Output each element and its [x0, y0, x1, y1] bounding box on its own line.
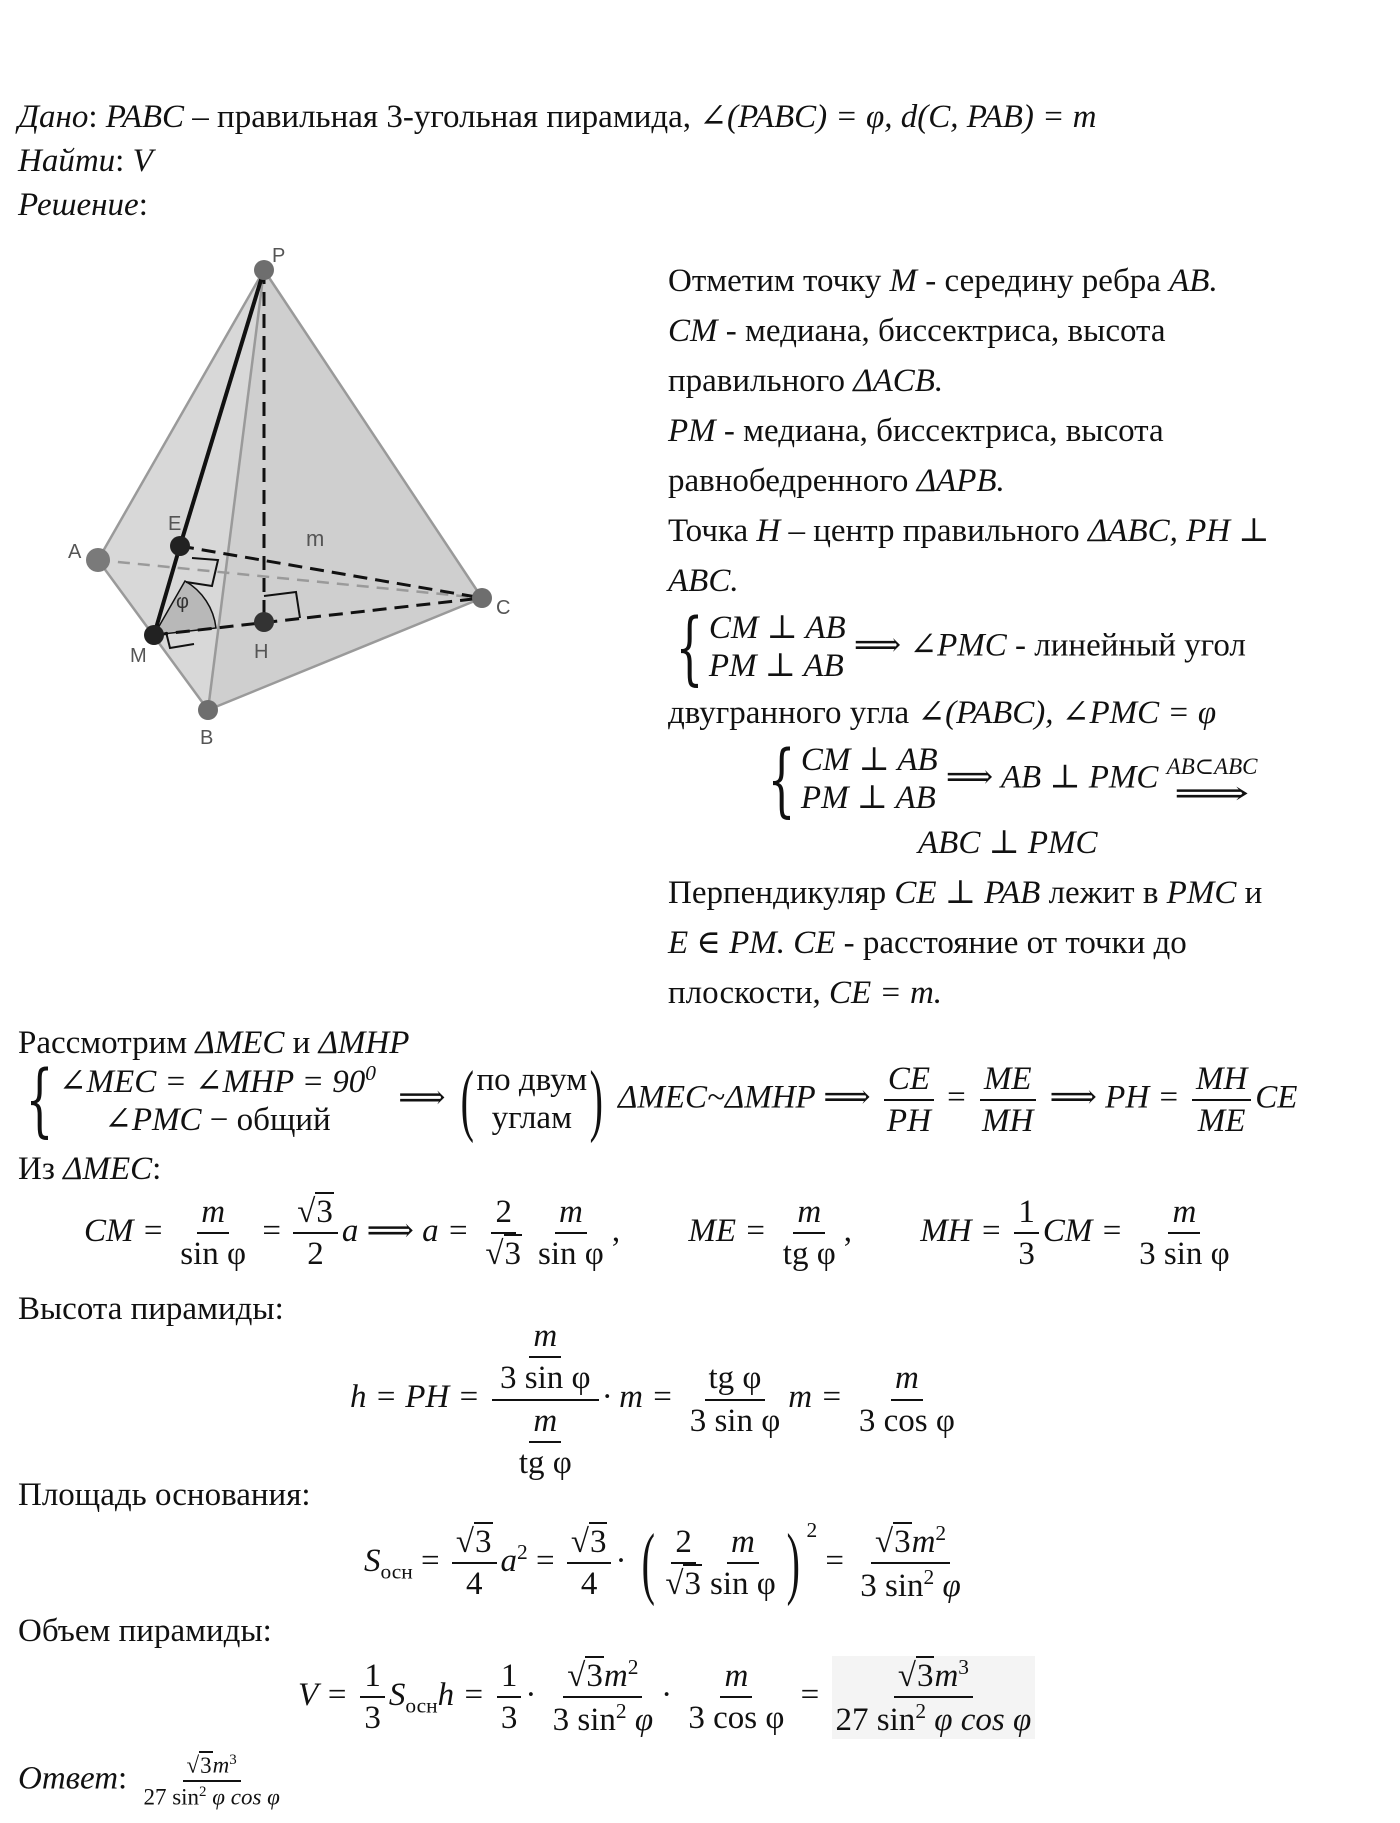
frac-sqrt3-2: $\frac{√3}{2}$ — [293, 1194, 338, 1273]
rt-6b: H — [756, 513, 781, 549]
rt-system-2 — [756, 733, 1258, 826]
rt-6d: ΔABC, PH ⊥ — [1087, 513, 1270, 549]
vol-res-d-sup: 2 — [915, 1699, 927, 1724]
given-label: Дано — [18, 99, 89, 135]
point-p — [254, 260, 274, 280]
find-line: Найти: V — [18, 143, 153, 179]
frac-ce-ph — [883, 1061, 935, 1140]
frac-me-mh — [978, 1061, 1037, 1140]
arrow-long: ⟹ — [1174, 775, 1250, 812]
rt-line-5 — [668, 462, 1005, 502]
answer-label: Ответ — [18, 1760, 119, 1797]
vol-f4n: m — [720, 1658, 752, 1698]
label-m: M — [130, 645, 147, 667]
frac-me-d: ME — [1197, 1103, 1246, 1139]
vol-res-d: 27 sin — [835, 1702, 916, 1739]
rt-line-7 — [668, 562, 739, 602]
point-c — [472, 588, 492, 608]
label-c: C — [496, 597, 511, 619]
from-a: Из — [18, 1151, 64, 1187]
pyramid-name: PABC — [105, 99, 185, 135]
area-res-d-sup: 2 — [923, 1565, 935, 1590]
consider-line — [18, 1024, 409, 1064]
frac-1-3 — [1014, 1194, 1039, 1273]
answer-frac: $\frac{√3m^3}{27 \sin^2 \varphi \cos \varphi}$ — [143, 1752, 280, 1810]
sqrt3-a: 3 — [316, 1194, 333, 1230]
frac-ph: PH — [886, 1103, 931, 1139]
point-b — [198, 700, 218, 720]
point-m — [144, 625, 164, 645]
me-lhs: ME = — [688, 1212, 767, 1249]
rt-line-13 — [668, 924, 1187, 964]
h-f3d: 3 cos φ — [858, 1402, 955, 1439]
angle-phi-label: φ — [176, 591, 189, 613]
area-label: Площадь основания: — [18, 1477, 311, 1513]
rt-2a: CM — [668, 313, 718, 349]
area-paren-open: ( — [641, 1519, 655, 1608]
rt-12c: лежит в — [1040, 875, 1167, 911]
label-b: B — [200, 727, 214, 749]
rt-9b: ∠(PABC), ∠PMC = φ — [917, 695, 1217, 731]
in-dd: tg φ — [518, 1444, 572, 1481]
sim-eq: = — [947, 1079, 966, 1116]
rt-7: ABC. — [668, 563, 739, 599]
rt-13b: - расстояние от точки до — [835, 925, 1187, 961]
consider-d: ΔMHP — [318, 1025, 410, 1061]
frac-me: ME — [980, 1061, 1036, 1101]
vol-sub: осн — [405, 1693, 438, 1718]
sim-s1: ∠MEC = ∠MHP = 90 — [58, 1063, 366, 1100]
h-f3n: m — [891, 1360, 923, 1400]
vol-m-a: m — [603, 1658, 628, 1694]
area-res-d2: φ — [934, 1568, 961, 1605]
frac-mh-me — [1192, 1061, 1251, 1140]
area-res-sup: 2 — [935, 1521, 947, 1546]
frac-m-3cos — [855, 1360, 959, 1439]
vol-f3d2: φ — [626, 1702, 654, 1739]
frac-tg-3sin — [686, 1360, 785, 1439]
f1-den: sin φ — [180, 1236, 247, 1273]
label-h: H — [254, 641, 269, 663]
pyramid-figure — [50, 245, 610, 780]
area-dot: · — [615, 1543, 627, 1579]
f4-den: sin φ — [538, 1236, 604, 1273]
point-h — [254, 612, 274, 632]
rt-5a: равнобедренного — [668, 463, 917, 499]
vol-res-d2: φ cos φ — [926, 1702, 1032, 1739]
frac-vol-h — [684, 1658, 788, 1737]
area-s3a: 3 — [475, 1524, 492, 1561]
frac-mh-n: MH — [1192, 1061, 1251, 1101]
rt-line-2 — [668, 312, 1166, 352]
in-nn: m — [529, 1318, 561, 1358]
sys1-a: CM ⊥ AB — [708, 610, 846, 647]
rt-12b: CE ⊥ PAB — [894, 875, 1041, 911]
rt-line-4 — [668, 412, 1164, 452]
area-f3n: m — [727, 1524, 759, 1564]
f7-num: m — [1168, 1194, 1200, 1234]
frac-m-sin-b — [706, 1524, 780, 1603]
rt-3b: ΔACB. — [853, 363, 944, 399]
rt-12a: Перпендикуляр — [668, 875, 895, 911]
frac-mh: MH — [982, 1103, 1034, 1139]
frac-2-sqrt3: $\frac{2}{√3}$ — [485, 1194, 522, 1273]
rt-line-9 — [668, 694, 1216, 734]
rt-1b: - середину ребра — [917, 263, 1170, 299]
given-text: – правильная 3-угольная пирамида, — [184, 99, 700, 135]
me-comma: , — [843, 1212, 852, 1249]
formula-area — [364, 1518, 969, 1608]
in-dn: m — [529, 1403, 561, 1443]
f6-den: 3 — [1018, 1236, 1035, 1273]
area-s3d: 3 — [894, 1524, 911, 1561]
f2-den: 2 — [307, 1236, 324, 1273]
sys2-a: CM ⊥ AB — [800, 742, 938, 779]
rt-14b: CE = m. — [829, 975, 943, 1011]
rt-1m: M — [889, 263, 918, 299]
frac-m-3sin — [1135, 1194, 1234, 1273]
rt-line-1 — [668, 262, 1218, 302]
formula-cm — [84, 1194, 1238, 1273]
in-nd: 3 sin φ — [500, 1360, 591, 1397]
rt-line-12 — [668, 874, 1262, 914]
point-a — [86, 548, 110, 572]
vol-v: V = — [298, 1676, 349, 1713]
consider-a: Рассмотрим — [18, 1025, 196, 1061]
ans-m-sup: 3 — [229, 1752, 237, 1768]
rt-12e: и — [1236, 875, 1263, 911]
area-a-sup: 2 — [517, 1540, 528, 1564]
sys1-b: PM ⊥ AB — [708, 648, 844, 684]
vol-f3d: 3 sin — [552, 1702, 616, 1739]
vol-s: S — [388, 1676, 406, 1713]
from-c: : — [152, 1151, 162, 1187]
rt-6a: Точка — [668, 513, 757, 549]
label-e: E — [168, 513, 182, 535]
area-f1d-b: 4 — [580, 1566, 598, 1603]
area-a: a — [500, 1543, 517, 1579]
vol-h: h = — [437, 1676, 485, 1713]
rt-1c: AB. — [1169, 263, 1218, 299]
rt-12d: PMC — [1166, 875, 1237, 911]
f7-den: 3 sin φ — [1139, 1236, 1230, 1273]
label-p: P — [272, 245, 286, 267]
label-m-distance: m — [306, 526, 325, 551]
cm-eq1: = — [262, 1212, 281, 1249]
h-f2d: 3 sin φ — [689, 1402, 781, 1439]
sim-statement: ΔMEC~ΔMHP ⟹ — [617, 1079, 871, 1116]
area-eq: = — [421, 1543, 440, 1579]
vol-f1n: 1 — [360, 1658, 385, 1698]
sim-implies-1: ⟹ — [398, 1079, 446, 1116]
paren-text-2: углам — [491, 1100, 572, 1136]
from-line — [18, 1150, 161, 1190]
f5-den: tg φ — [782, 1236, 836, 1273]
area-f2n: 2 — [671, 1524, 696, 1564]
cm-a1: a ⟹ a = — [341, 1212, 470, 1249]
sim-s1-sup: 0 — [365, 1060, 377, 1085]
frac-sqrt3-4b: $\frac{√3}{4}$ — [567, 1524, 612, 1603]
mh-lhs: MH = — [920, 1212, 1003, 1249]
area-pow: 2 — [806, 1518, 818, 1542]
frac-m-sin — [176, 1194, 250, 1273]
sys2-b: PM ⊥ AB — [800, 780, 936, 816]
paren-open: ( — [460, 1056, 474, 1144]
f4-num: m — [555, 1194, 587, 1234]
sim-s2a: ∠PMC — [104, 1101, 202, 1138]
sys1-d: - линейный угол — [1006, 627, 1246, 664]
area-sub: осн — [380, 1559, 413, 1584]
f3-num: 2 — [491, 1194, 516, 1234]
cm-comma: , — [611, 1212, 621, 1249]
sim-implies-2: ⟹ PH = — [1049, 1079, 1180, 1116]
f1-num: m — [197, 1194, 229, 1234]
rt-4b: - медиана, биссектриса, высота — [715, 413, 1164, 449]
ans-d: 27 sin — [143, 1784, 200, 1810]
rt-5b: ΔAPB. — [916, 463, 1005, 499]
frac-1-3-v2 — [497, 1658, 522, 1737]
sim-tail: CE — [1255, 1079, 1298, 1116]
area-eq3: = — [825, 1543, 845, 1579]
similarity-line — [14, 1053, 1298, 1146]
solution-line: Решение: — [18, 187, 148, 223]
frac-2-sqrt3-b: $\frac{2}{√3}$ — [665, 1524, 701, 1603]
vol-s3b: 3 — [916, 1658, 934, 1694]
area-paren-close: ) — [786, 1519, 800, 1608]
brace-3: { — [25, 1053, 54, 1146]
consider-b: ΔMEC — [195, 1025, 285, 1061]
area-s: S — [364, 1543, 381, 1579]
area-eq2: = — [535, 1543, 555, 1579]
vol-eq: = — [800, 1676, 820, 1713]
vol-f4d: 3 cos φ — [688, 1700, 785, 1737]
cm-lhs: CM = — [84, 1212, 165, 1249]
area-s3b: 3 — [589, 1524, 607, 1561]
rt-line-6 — [668, 512, 1269, 552]
rt-2b: - медиана, биссектриса, высота — [717, 313, 1166, 349]
vol-f3d-sup: 2 — [615, 1699, 627, 1724]
frac-complex — [492, 1318, 599, 1481]
formula-height — [350, 1318, 963, 1481]
given-distance: d(C, PAB) = m — [900, 99, 1097, 135]
vol-dot2: · — [661, 1676, 673, 1713]
frac-vol-result: $\frac{√3m^3}{27 \sin^2 \varphi \cos \varphi}$ — [832, 1656, 1036, 1739]
point-e — [170, 536, 190, 556]
brace-2: { — [767, 733, 796, 826]
area-res-m: m — [911, 1524, 936, 1561]
frac-vol-s: $\frac{√3m^2}{3 \sin^2 \varphi}$ — [552, 1655, 654, 1739]
vol-m-b: m — [934, 1658, 959, 1694]
frac-1-3-v — [360, 1658, 385, 1737]
ans-s3: 3 — [200, 1752, 212, 1778]
solution-label: Решение — [18, 187, 139, 223]
ans-m: m — [212, 1752, 230, 1778]
frac-m-tg — [779, 1194, 840, 1273]
height-label: Высота пирамиды: — [18, 1291, 284, 1327]
ans-d2: φ cos φ — [206, 1784, 280, 1810]
rt-11: ABC ⊥ PMC — [918, 825, 1098, 861]
from-b: ΔMEC — [63, 1151, 153, 1187]
area-res-d: 3 sin — [860, 1568, 924, 1605]
f6-num: 1 — [1014, 1194, 1039, 1234]
h-f2n: tg φ — [705, 1360, 766, 1400]
rt-14a: плоскости, — [668, 975, 830, 1011]
answer-line: Ответ: $\frac{√3m^3}{27 \sin^2 \varphi \cos \varphi}$ — [18, 1752, 288, 1810]
area-s3c: 3 — [684, 1566, 701, 1603]
frac-area-result: $\frac{√3m^2}{3 \sin^2 \varphi}$ — [860, 1521, 961, 1605]
area-f1d: 4 — [465, 1566, 483, 1603]
frac-ce: CE — [884, 1061, 934, 1101]
vol-f1d: 3 — [364, 1700, 381, 1737]
find-label: Найти — [18, 143, 116, 179]
vol-f2n: 1 — [497, 1658, 522, 1698]
h-lhs: h = PH = — [350, 1379, 480, 1416]
vol-m-sup: 2 — [627, 1655, 639, 1679]
brace-1: { — [675, 601, 704, 694]
rt-system-1 — [664, 601, 1246, 694]
arrow-label: AB⊂ABC — [1166, 754, 1258, 780]
given-line: Дано: PABC – правильная 3-угольная пирамида, ∠(PABC) = φ, d(C, PAB) = m — [18, 99, 1097, 135]
vol-f2d: 3 — [500, 1700, 518, 1737]
sys2-c: ⟹ AB ⊥ PMC — [937, 759, 1167, 796]
area-f3d: sin φ — [709, 1566, 776, 1603]
paren-close: ) — [589, 1056, 604, 1144]
f5-num: m — [793, 1194, 825, 1234]
rt-13a: E ∈ PM. CE — [668, 925, 836, 961]
sys1-c: ⟹ ∠PMC — [845, 627, 1007, 664]
mh-cm: CM = — [1042, 1212, 1123, 1249]
rt-1a: Отметим точку — [668, 263, 890, 299]
sim-s2b: − общий — [201, 1101, 331, 1138]
vol-s3a: 3 — [586, 1658, 603, 1694]
rt-line-14 — [668, 974, 942, 1014]
h-m2: m = — [788, 1379, 843, 1416]
formula-volume — [298, 1656, 1039, 1739]
consider-c: и — [284, 1025, 319, 1061]
find-value: V — [132, 143, 153, 179]
vol-dot1: · — [525, 1676, 537, 1713]
rt-6c: – центр правильного — [780, 513, 1088, 549]
frac-m-sin-2 — [534, 1194, 608, 1273]
h-mul: · m = — [602, 1379, 674, 1416]
rt-3a: правильного — [668, 363, 854, 399]
ans-d-sup: 2 — [199, 1783, 207, 1800]
label-a: A — [68, 541, 82, 563]
rt-4a: PM — [668, 413, 716, 449]
given-angle: ∠(PABC) = φ, — [699, 99, 901, 135]
rt-line-3 — [668, 362, 943, 402]
paren-text-1: по двум — [476, 1062, 588, 1099]
rt-9a: двугранного угла — [668, 695, 918, 731]
vol-res-sup: 3 — [958, 1655, 970, 1679]
frac-sqrt3-4: $\frac{√3}{4}$ — [452, 1524, 497, 1603]
rt-line-11 — [918, 824, 1098, 864]
f3-den: 3 — [504, 1236, 522, 1273]
volume-label: Объем пирамиды: — [18, 1613, 272, 1649]
